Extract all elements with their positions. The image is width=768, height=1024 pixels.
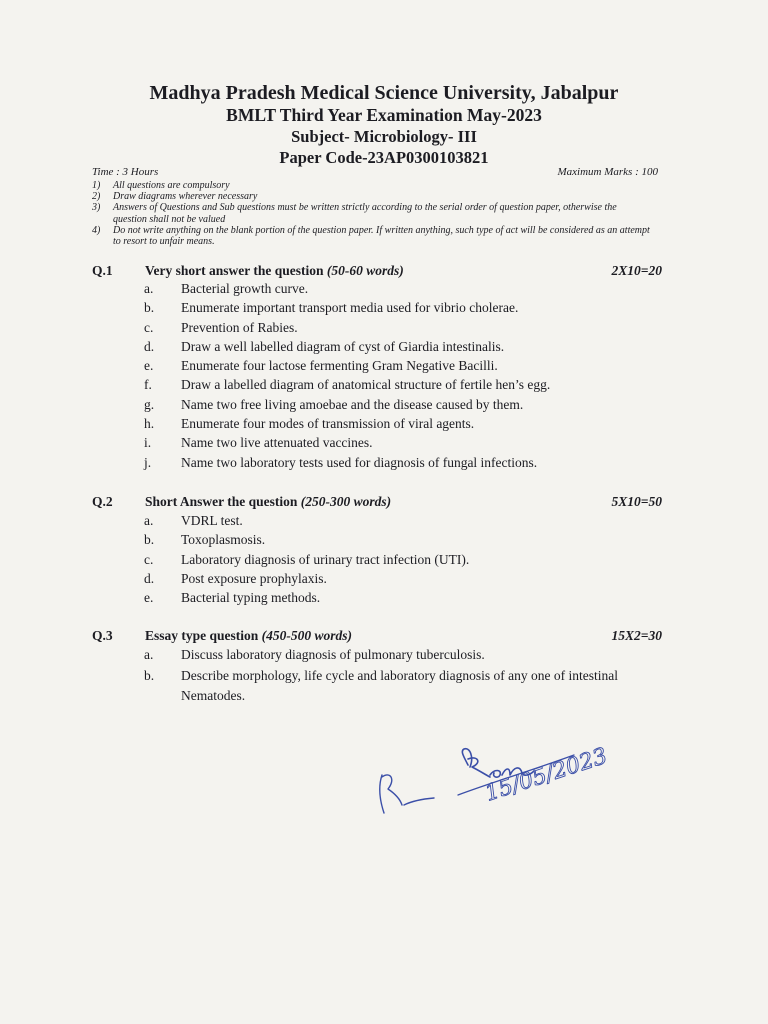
list-item: j. Name two laboratory tests used for diagnosis of fungal infections. [144,454,538,470]
question-title: Short Answer the question (250-300 words) [145,494,392,509]
list-item: g. Name two free living amoebae and the disease caused by them. [144,396,524,412]
list-item: a. Bacterial growth curve. [144,281,309,296]
time-duration: Time : 3 Hours [92,166,159,178]
maximum-marks: Maximum Marks : 100 [557,166,658,178]
question-title: Essay type question (450-500 words) [145,628,353,643]
list-item: b. Describe morphology, life cycle and laboratory diagnosis of any one of intestinal Nematodes. [144,668,618,703]
list-item: d. Draw a well labelled diagram of cyst of Giardia intestinalis. [144,338,505,354]
question-2-items [144,513,654,609]
list-item: e. Enumerate four lactose fermenting Gram Negative Bacilli. [144,358,498,374]
question-marks: 2X10=20 [611,263,662,278]
word-limit: (250-300 words) [300,494,392,509]
list-item: f. Draw a labelled diagram of anatomical structure of fertile hen’s egg. [144,377,551,393]
question-number: Q.3 [92,628,113,643]
list-item: b. Enumerate important transport media used for vibrio cholerae. [144,300,519,316]
question-3-items [144,647,654,705]
question-title: Very short answer the question (50-60 words) [145,263,404,278]
question-1-items [144,281,654,474]
list-item: a. Discuss laboratory diagnosis of pulmonary tuberculosis. [144,647,485,662]
instructions [92,180,652,247]
signature-date: 15/05/2023 [482,743,611,807]
list-item: d. Post exposure prophylaxis. [144,570,327,586]
list-item: h. Enumerate four modes of transmission of viral agents. [144,416,475,432]
subject-title: Subject- Microbiology- III [291,127,477,146]
word-limit: (50-60 words) [326,263,404,278]
question-marks: 5X10=50 [611,494,662,509]
paper-code: Paper Code-23AP0300103821 [279,148,489,167]
handwritten-signature [360,735,620,825]
list-item: c. Laboratory diagnosis of urinary tract infection (UTI). [144,551,470,567]
question-number: Q.1 [92,263,113,278]
exam-title: BMLT Third Year Examination May-2023 [226,105,542,125]
instruction-item: 3) Answers of Questions and Sub questions must be written strictly according to the serial order of question paper, otherwise the question shall not be valued [92,202,617,225]
list-item: b. Toxoplasmosis. [144,532,266,548]
university-title: Madhya Pradesh Medical Science University, Jabalpur [149,82,619,104]
list-item: e. Bacterial typing methods. [144,590,321,606]
signature-ink [380,744,611,813]
instruction-item: 4) Do not write anything on the blank portion of the question paper. If written anything, such type of act will be considered as an attempt to resort to unfair means. [92,224,650,248]
instruction-item: 1) All questions are compulsory [92,180,230,191]
question-marks: 15X2=30 [611,628,662,643]
list-item: i. Name two live attenuated vaccines. [144,435,373,451]
list-item: a. VDRL test. [144,513,243,528]
instruction-item: 2) Draw diagrams wherever necessary [92,191,258,203]
question-number: Q.2 [92,494,113,509]
word-limit: (450-500 words) [261,628,353,643]
list-item: c. Prevention of Rabies. [144,319,298,335]
